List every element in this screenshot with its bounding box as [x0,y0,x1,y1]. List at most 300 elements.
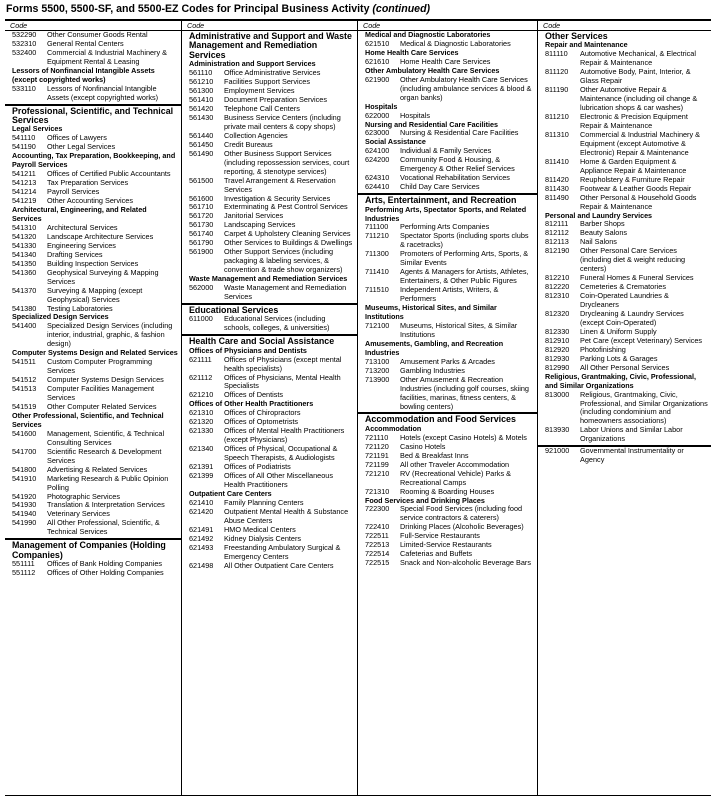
activity-code: 621320 [189,417,214,427]
activity-code: 812320 [545,309,570,318]
activity-label: Offices of Podiatrists [224,462,291,472]
activity-code: 561440 [189,130,214,140]
activity-label: Family Planning Centers [224,497,304,507]
activity-label: Photofinishing [580,344,626,354]
activity-label: Facilities Support Services [224,77,310,87]
activity-code: 561110 [189,68,213,78]
code-row [12,85,178,103]
activity-code: 541511 [12,357,36,367]
category-heading: Other Services [545,31,608,41]
code-row [189,445,354,463]
activity-code: 811110 [545,49,568,59]
activity-code: 541380 [12,303,37,313]
activity-code: 621210 [189,390,214,400]
activity-label: Marketing Research & Public Opinion Polling [47,473,169,492]
activity-code: 621420 [189,506,214,516]
subcategory-heading: Accommodation [365,423,422,433]
subcategory-heading: Legal Services [12,124,63,134]
activity-label: Vocational Rehabilitation Services [400,173,510,183]
activity-label: Rooming & Boarding Houses [400,486,495,496]
code-row [189,315,354,333]
activity-label: Telephone Call Centers [224,103,300,113]
activity-label: Drafting Services [47,249,103,259]
activity-label: All Other Outpatient Care Centers [224,560,334,570]
activity-label: Parking Lots & Garages [580,353,658,363]
activity-label: Coin-Operated Laundries & Drycleaners [580,291,669,310]
activity-code: 811420 [545,174,569,184]
activity-label: Architectural Services [47,222,118,232]
activity-label: Offices of Other Holding Companies [47,568,164,578]
section-block [358,412,537,568]
activity-code: 722511 [365,531,389,541]
activity-code: 713100 [365,356,390,366]
activity-label: Funeral Homes & Funeral Services [580,273,694,283]
activity-code: 541213 [12,178,37,188]
activity-code: 621410 [189,497,214,507]
activity-label: Specialized Design Services (including interior, industrial, graphic, & fashion design) [47,321,173,349]
code-row [365,286,534,304]
activity-code: 713900 [365,374,390,384]
activity-code: 561210 [189,77,214,87]
activity-label: Religious, Grantmaking, Civic, Professional, and Similar Organizations (including condominium and homeowners associations) [580,389,708,426]
activity-label: Offices of Certified Public Accountants [47,169,171,179]
activity-code: 541930 [12,500,37,510]
section-block [182,31,357,302]
code-row [189,472,354,490]
activity-label: Pet Care (except Veterinary) Services [580,335,703,345]
activity-label: Carpet & Upholstery Cleaning Services [224,229,351,239]
activity-code: 541190 [12,142,36,152]
activity-label: Other Personal & Household Goods Repair & Maintenance [580,192,697,211]
code-row [365,434,534,443]
activity-code: 621493 [189,542,214,552]
activity-code: 721120 [365,441,389,451]
activity-label: Other Computer Related Services [47,401,157,411]
code-row [365,322,534,340]
activity-code: 541990 [12,518,37,528]
activity-code: 541320 [12,231,37,241]
activity-code: 561450 [189,139,214,149]
activity-label: Other Automotive Repair & Maintenance (including oil change & lubrication shops & car washes) [580,85,698,113]
activity-label: Photographic Services [47,491,121,501]
column-4 [537,21,711,795]
activity-label: Business Service Centers (including private mail centers & copy shops) [224,112,341,131]
activity-label: Amusement Parks & Arcades [400,356,495,366]
subcategory-heading: Other Professional, Scientific, and Technical Services [12,410,164,429]
activity-code: 811120 [545,67,569,77]
activity-label: Translation & Interpretation Services [47,500,165,510]
activity-label: All other Traveler Accommodation [400,459,510,469]
activity-code: 561490 [189,148,214,158]
code-row [545,68,708,86]
activity-label: Collection Agencies [224,130,288,140]
activity-label: Lessors of Nonfinancial Intangible Assets (except copyrighted works) [47,83,159,102]
code-row [189,248,354,275]
activity-label: Testing Laboratories [47,303,113,313]
activity-label: Cafeterias and Buffets [400,549,473,559]
activity-label: Travel Arrangement & Reservation Services [224,175,336,194]
activity-label: Museums, Historical Sites, & Similar Institutions [400,320,518,339]
activity-code: 713200 [365,365,390,375]
activity-label: Performing Arts Companies [400,222,490,232]
subcategory-heading: Home Health Care Services [365,47,459,57]
activity-label: Other Personal Care Services (including diet & weight reducing centers) [580,246,686,274]
category-heading: Administrative and Support and Waste Management and Remediation Services [189,31,352,60]
code-row [12,385,178,403]
activity-code: 722515 [365,558,390,568]
code-row [189,177,354,195]
subcategory-heading: Personal and Laundry Services [545,210,653,220]
code-row [12,322,178,349]
code-row [189,150,354,177]
activity-label: Other Accounting Services [47,196,133,206]
section-block [5,538,181,578]
activity-code: 561710 [189,202,214,212]
activity-code: 811430 [545,183,569,193]
code-row [545,310,708,328]
section-block [538,445,711,465]
activity-code: 621340 [189,444,214,454]
activity-code: 721310 [365,486,390,496]
activity-label: Computer Facilities Management Services [47,384,155,403]
subcategory-heading: Social Assistance [365,137,426,147]
activity-code: 541512 [12,375,37,385]
activity-label: Offices of All Other Miscellaneous Health Practitioners [224,471,333,489]
activity-code: 541800 [12,464,37,474]
activity-code: 541370 [12,285,37,295]
title-continued: (continued) [372,3,431,15]
activity-label: Offices of Mental Health Practitioners (except Physicians) [224,426,345,445]
activity-code: 561730 [189,220,214,230]
activity-code: 813000 [545,389,570,399]
activity-code: 561790 [189,238,214,248]
activity-label: Offices of Optometrists [224,417,299,427]
activity-code: 812330 [545,326,570,336]
activity-label: Bed & Breakfast Inns [400,450,469,460]
activity-label: Other Business Support Services (including repossession services, court reporting, & stenotype services) [224,148,350,176]
activity-label: Commercial & Industrial Machinery & Equipment Rental & Leasing [47,47,168,66]
activity-code: 811310 [545,129,569,139]
code-row [12,287,178,305]
activity-label: Beauty Salons [580,228,628,238]
subcategory-heading: Performing Arts, Spectator Sports, and Related Industries [365,204,527,223]
activity-code: 621310 [189,408,214,418]
activity-code: 621498 [189,560,214,570]
code-header: Code [358,21,537,31]
activity-code: 541910 [12,473,37,483]
activity-label: RV (Recreational Vehicle) Parks & Recreational Camps [400,468,511,487]
activity-label: Special Food Services (including food service contractors & caterers) [400,504,523,523]
activity-label: Barber Shops [580,219,625,229]
activity-code: 541920 [12,491,37,501]
activity-label: Other Support Services (including packaging & labeling services, & convention & trade show organizers) [224,247,343,275]
activity-code: 541600 [12,428,37,438]
activity-label: Freestanding Ambulatory Surgical & Emergency Centers [224,542,341,561]
activity-code: 621330 [189,426,214,436]
activity-label: Cemeteries & Crematories [580,282,666,292]
activity-label: Drinking Places (Alcoholic Beverages) [400,522,524,532]
activity-code: 541340 [12,249,37,259]
activity-code: 541110 [12,133,36,143]
activity-code: 561740 [189,229,214,239]
activity-code: 532310 [12,38,37,48]
activity-code: 721191 [365,450,389,460]
activity-label: Electronic & Precision Equipment Repair & Maintenance [580,112,688,130]
subcategory-heading: Hospitals [365,101,398,111]
activity-label: Promoters of Performing Arts, Sports, & Similar Events [400,249,529,268]
activity-label: Governmental Instrumentality or Agency [580,446,684,465]
activity-label: Commercial & Industrial Machinery & Equipment (except Automotive & Electronic) Repair & Maintenance [580,129,701,157]
activity-label: Document Preparation Services [224,95,328,105]
activity-code: 621399 [189,471,214,481]
activity-code: 621391 [189,462,214,472]
code-row [189,114,354,132]
activity-label: Kidney Dialysis Centers [224,533,302,543]
subcategory-heading: Lessors of Nonfinancial Intangible Assets (except copyrighted works) [12,65,155,84]
category-heading: Health Care and Social Assistance [189,336,335,347]
activity-code: 813930 [545,425,570,435]
activity-code: 541310 [12,222,37,232]
code-row [545,391,708,427]
category-heading: Accommodation and Food Services [365,414,516,425]
activity-label: Offices of Lawyers [47,133,107,143]
code-row [545,426,708,444]
activity-code: 624310 [365,173,390,183]
activity-code: 622000 [365,110,390,120]
code-row [189,508,354,526]
activity-label: Landscaping Services [224,220,296,230]
activity-code: 812310 [545,291,570,301]
activity-label: Other Services to Buildings & Dwellings [224,238,353,248]
activity-code: 711100 [365,222,389,232]
activity-label: Hotels (except Casino Hotels) & Motels [400,432,527,442]
column-3 [357,21,537,795]
section-block [538,31,711,444]
activity-code: 561300 [189,86,214,96]
activity-label: Child Day Care Services [400,182,480,192]
activity-code: 812930 [545,353,570,363]
activity-code: 621610 [365,56,390,66]
code-header: Code [182,21,357,31]
activity-label: Tax Preparation Services [47,178,129,188]
code-row [12,430,178,448]
activity-label: Community Food & Housing, & Emergency & Other Relief Services [400,155,515,174]
activity-code: 551111 [12,559,35,569]
activity-code: 722410 [365,522,390,532]
activity-label: Other Consumer Goods Rental [47,30,148,39]
activity-code: 721199 [365,459,389,469]
code-row [545,194,708,212]
activity-label: Scientific Research & Development Services [47,446,162,465]
activity-label: Spectator Sports (including sports clubs & racetracks) [400,231,529,250]
subcategory-heading: Repair and Maintenance [545,40,628,50]
subcategory-heading: Computer Systems Design and Related Services [12,348,178,358]
subcategory-heading: Waste Management and Remediation Services [189,274,348,284]
activity-code: 623000 [365,128,390,138]
activity-code: 541700 [12,446,37,456]
activity-label: Individual & Family Services [400,146,492,156]
code-row [365,505,534,523]
activity-label: Home Health Care Services [400,56,491,66]
activity-code: 812190 [545,246,570,256]
subcategory-heading: Medical and Diagnostic Laboratories [365,30,491,39]
activity-code: 561720 [189,211,214,221]
activity-label: Engineering Services [47,240,116,250]
code-row [189,562,354,571]
code-row [545,131,708,158]
activity-label: Office Administrative Services [224,68,321,78]
activity-label: Nail Salons [580,237,617,247]
activity-code: 541513 [12,384,37,394]
subcategory-heading: Administration and Support Services [189,59,316,69]
activity-code: 812210 [545,273,570,283]
code-row [189,284,354,302]
section-block [5,104,181,538]
subcategory-heading: Accounting, Tax Preparation, Bookkeeping, and Payroll Services [12,151,176,170]
column-2 [181,21,357,795]
code-row [545,50,708,68]
code-row [12,448,178,466]
activity-label: Offices of Physical, Occupational & Speech Therapists, & Audiologists [224,444,338,463]
code-row [12,519,178,537]
code-row [545,158,708,176]
activity-label: Casino Hotels [400,441,446,451]
code-row [365,250,534,268]
activity-code: 722514 [365,549,390,559]
code-row [545,229,708,238]
code-row [365,183,534,192]
activity-code: 624100 [365,146,390,156]
column-1 [5,21,181,795]
activity-code: 812113 [545,237,569,247]
activity-code: 562000 [189,283,214,293]
code-row [189,356,354,374]
activity-code: 561500 [189,175,214,185]
code-row [365,559,534,568]
subcategory-heading: Outpatient Care Centers [189,488,272,498]
activity-label: Outpatient Mental Health & Substance Abuse Centers [224,506,349,525]
activity-code: 811410 [545,156,569,166]
code-row [189,544,354,562]
activity-code: 722513 [365,540,390,550]
activity-code: 921000 [545,446,570,456]
activity-label: Nursing & Residential Care Facilities [400,128,519,138]
code-row [545,337,708,346]
activity-label: Other Ambulatory Health Care Services (including ambulance services & blood & organ banks) [400,74,532,102]
subcategory-heading: Museums, Historical Sites, and Similar Institutions [365,303,497,321]
activity-label: Limited-Service Restaurants [400,540,492,550]
code-row [545,113,708,131]
activity-code: 722300 [365,504,390,514]
activity-code: 561430 [189,112,214,122]
code-row [189,374,354,392]
code-row [12,569,178,578]
code-row [12,475,178,493]
activity-label: Investigation & Security Services [224,193,331,203]
code-row [12,358,178,376]
activity-code: 533110 [12,83,36,93]
title-text: Forms 5500, 5500-SF, and 5500-EZ Codes for Principal Business Activity [6,3,373,15]
category-heading: Arts, Entertainment, and Recreation [365,195,517,206]
code-row [189,427,354,445]
activity-label: Landscape Architecture Services [47,231,154,241]
activity-code: 541211 [12,169,36,179]
subcategory-heading: Nursing and Residential Care Facilities [365,119,499,129]
code-header: Code [5,21,181,31]
section-block [182,334,357,570]
activity-code: 541219 [12,196,37,206]
code-row [365,232,534,250]
category-heading: Professional, Scientific, and Technical Services [12,105,174,126]
activity-code: 812111 [545,219,569,229]
activity-label: Waste Management and Remediation Services [224,283,347,301]
category-heading: Educational Services [189,304,279,315]
activity-code: 812910 [545,335,570,345]
activity-label: Employment Services [224,86,295,96]
category-heading: Management of Companies (Holding Companies) [12,540,166,560]
code-row [545,447,708,465]
code-row [365,376,534,412]
activity-code: 541519 [12,401,37,411]
section-block [5,31,181,103]
activity-code: 532290 [12,30,37,39]
activity-label: Medical & Diagnostic Laboratories [400,38,511,48]
codes-table [5,19,711,796]
activity-label: Automotive Body, Paint, Interior, & Glass Repair [580,67,691,86]
activity-code: 532400 [12,47,37,57]
activity-code: 711510 [365,285,389,295]
activity-code: 811210 [545,112,569,122]
activity-code: 561420 [189,103,214,113]
activity-label: Hospitals [400,110,431,120]
activity-label: Offices of Bank Holding Companies [47,559,163,569]
activity-code: 561900 [189,247,214,257]
section-block [358,31,537,192]
activity-code: 711300 [365,249,389,259]
activity-label: Custom Computer Programming Services [47,357,153,376]
activity-code: 711210 [365,231,389,241]
subcategory-heading: Specialized Design Services [12,312,109,322]
activity-label: Payroll Services [47,187,100,197]
section-block [182,303,357,333]
activity-label: Janitorial Services [224,211,284,221]
activity-label: Labor Unions and Similar Labor Organizations [580,425,683,444]
code-row [545,247,708,274]
activity-label: Veterinary Services [47,509,110,519]
activity-code: 721210 [365,468,390,478]
code-row [12,269,178,287]
activity-code: 711410 [365,267,389,277]
activity-label: Management, Scientific, & Technical Consulting Services [47,428,165,447]
subcategory-heading: Offices of Physicians and Dentists [189,345,307,355]
activity-label: Geophysical Surveying & Mapping Services [47,267,159,286]
activity-code: 541350 [12,258,37,268]
activity-label: Linen & Uniform Supply [580,326,657,336]
activity-code: 621491 [189,524,214,534]
activity-label: Credit Bureaus [224,139,273,149]
activity-label: Independent Artists, Writers, & Performers [400,285,499,304]
activity-label: Agents & Managers for Artists, Athletes, Entertainers, & Other Public Figures [400,267,529,286]
code-row [365,268,534,286]
code-row [365,76,534,103]
activity-label: Footwear & Leather Goods Repair [580,183,692,193]
subcategory-heading: Amusements, Gambling, and Recreation Industries [365,338,504,357]
activity-label: Offices of Physicians, Mental Health Specialists [224,372,341,391]
activity-code: 561600 [189,193,214,203]
code-row [365,470,534,488]
activity-code: 812112 [545,228,569,238]
activity-code: 541400 [12,321,37,331]
